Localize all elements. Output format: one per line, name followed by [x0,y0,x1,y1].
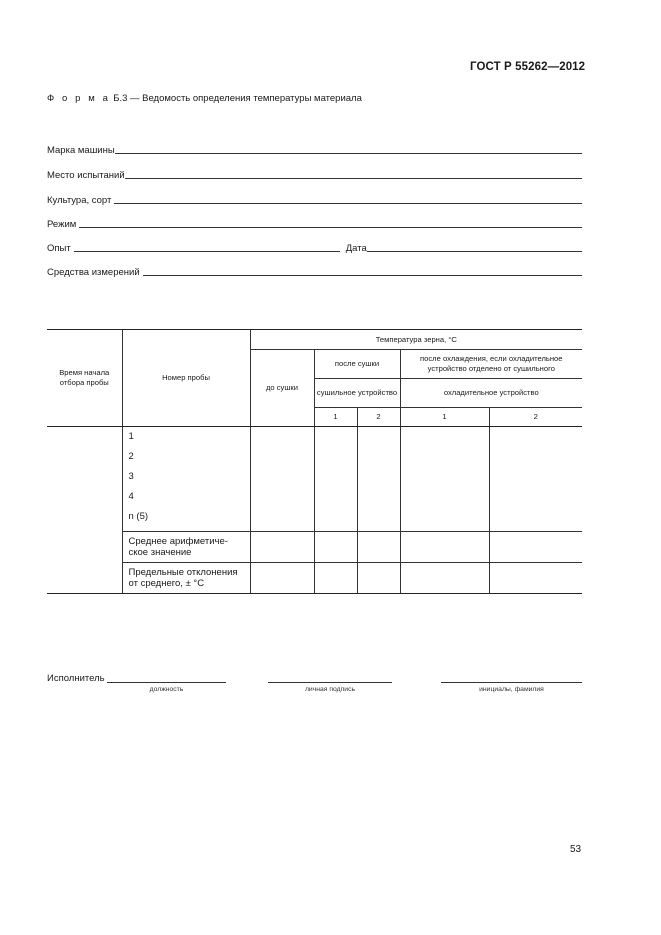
field-instruments[interactable] [47,265,582,278]
sample-3: 3 [128,471,134,482]
sample-2: 2 [128,451,134,462]
field-mode-line[interactable] [79,218,582,228]
row-mean-label: Среднее арифметиче-ское значение [122,532,250,563]
header-sample-number: Номер пробы [122,330,250,427]
header-cooler: охладительное устройство [400,379,582,408]
field-machine-label: Марка машины [47,145,115,156]
field-crop-line[interactable] [114,194,582,204]
header-after-drying: после сушки [314,350,400,379]
position-caption: должность [149,686,184,693]
field-trial-label: Опыт [47,243,71,254]
dev-dryer-1[interactable] [314,563,357,594]
position-line[interactable] [107,682,226,683]
field-place-label: Место испытаний [47,170,125,181]
field-place-line[interactable] [125,169,582,179]
mean-cooler-1[interactable] [400,532,489,563]
row-deviation-label: Предельные отклонения от среднего, ± °С [122,563,250,594]
sample-1: 1 [128,431,134,442]
header-dryer-1: 1 [314,408,357,427]
cell-before[interactable] [250,427,314,532]
name-line[interactable] [441,682,582,683]
time-cell[interactable] [47,427,122,594]
header-time: Время начала отбора пробы [47,330,122,427]
document-code: ГОСТ Р 55262—2012 [470,61,586,73]
header-dryer-2: 2 [357,408,400,427]
name-caption: инициалы, фамилия [479,686,544,693]
signature-line[interactable] [268,682,392,683]
field-date-line[interactable] [367,242,582,252]
dev-cooler-1[interactable] [400,563,489,594]
field-trial-line[interactable] [74,242,340,252]
header-grain-temperature: Температура зерна, °С [250,330,582,350]
field-crop-label: Культура, сорт [47,195,112,206]
executor-label: Исполнитель [47,673,105,684]
header-cooler-2: 2 [489,408,582,427]
field-date-label: Дата [345,243,367,254]
field-crop[interactable] [47,193,582,206]
dev-dryer-2[interactable] [357,563,400,594]
form-title [47,93,362,104]
form-title-prefix: Ф о р м а [47,93,111,104]
field-mode[interactable] [47,217,582,230]
signature-caption: личная подпись [304,686,356,693]
field-mode-label: Режим [47,219,77,230]
temperature-table [47,329,582,594]
field-instruments-label: Средства измерений [47,267,140,278]
mean-cooler-2[interactable] [489,532,582,563]
field-instruments-line[interactable] [143,266,582,276]
header-cooler-1: 1 [400,408,489,427]
dev-cooler-2[interactable] [489,563,582,594]
sample-n: n (5) [128,511,149,522]
cell-cooler-1[interactable] [400,427,489,532]
field-machine[interactable] [47,143,582,156]
field-trial[interactable] [47,241,582,254]
dev-before[interactable] [250,563,314,594]
sample-4: 4 [128,491,134,502]
cell-dryer-2[interactable] [357,427,400,532]
header-after-cooling: после охлаждения, если охладительное устройство отделено от сушильного [400,350,582,379]
mean-dryer-2[interactable] [357,532,400,563]
sample-list [122,427,250,532]
cell-cooler-2[interactable] [489,427,582,532]
field-machine-line[interactable] [115,144,582,154]
header-dryer: сушильное устройство [314,379,400,408]
mean-before[interactable] [250,532,314,563]
cell-dryer-1[interactable] [314,427,357,532]
field-place[interactable] [47,168,582,181]
form-title-text: Б.3 — Ведомость определения температуры материала [113,93,362,104]
mean-dryer-1[interactable] [314,532,357,563]
page-number: 53 [570,844,582,855]
header-before-drying: до сушки [250,350,314,427]
